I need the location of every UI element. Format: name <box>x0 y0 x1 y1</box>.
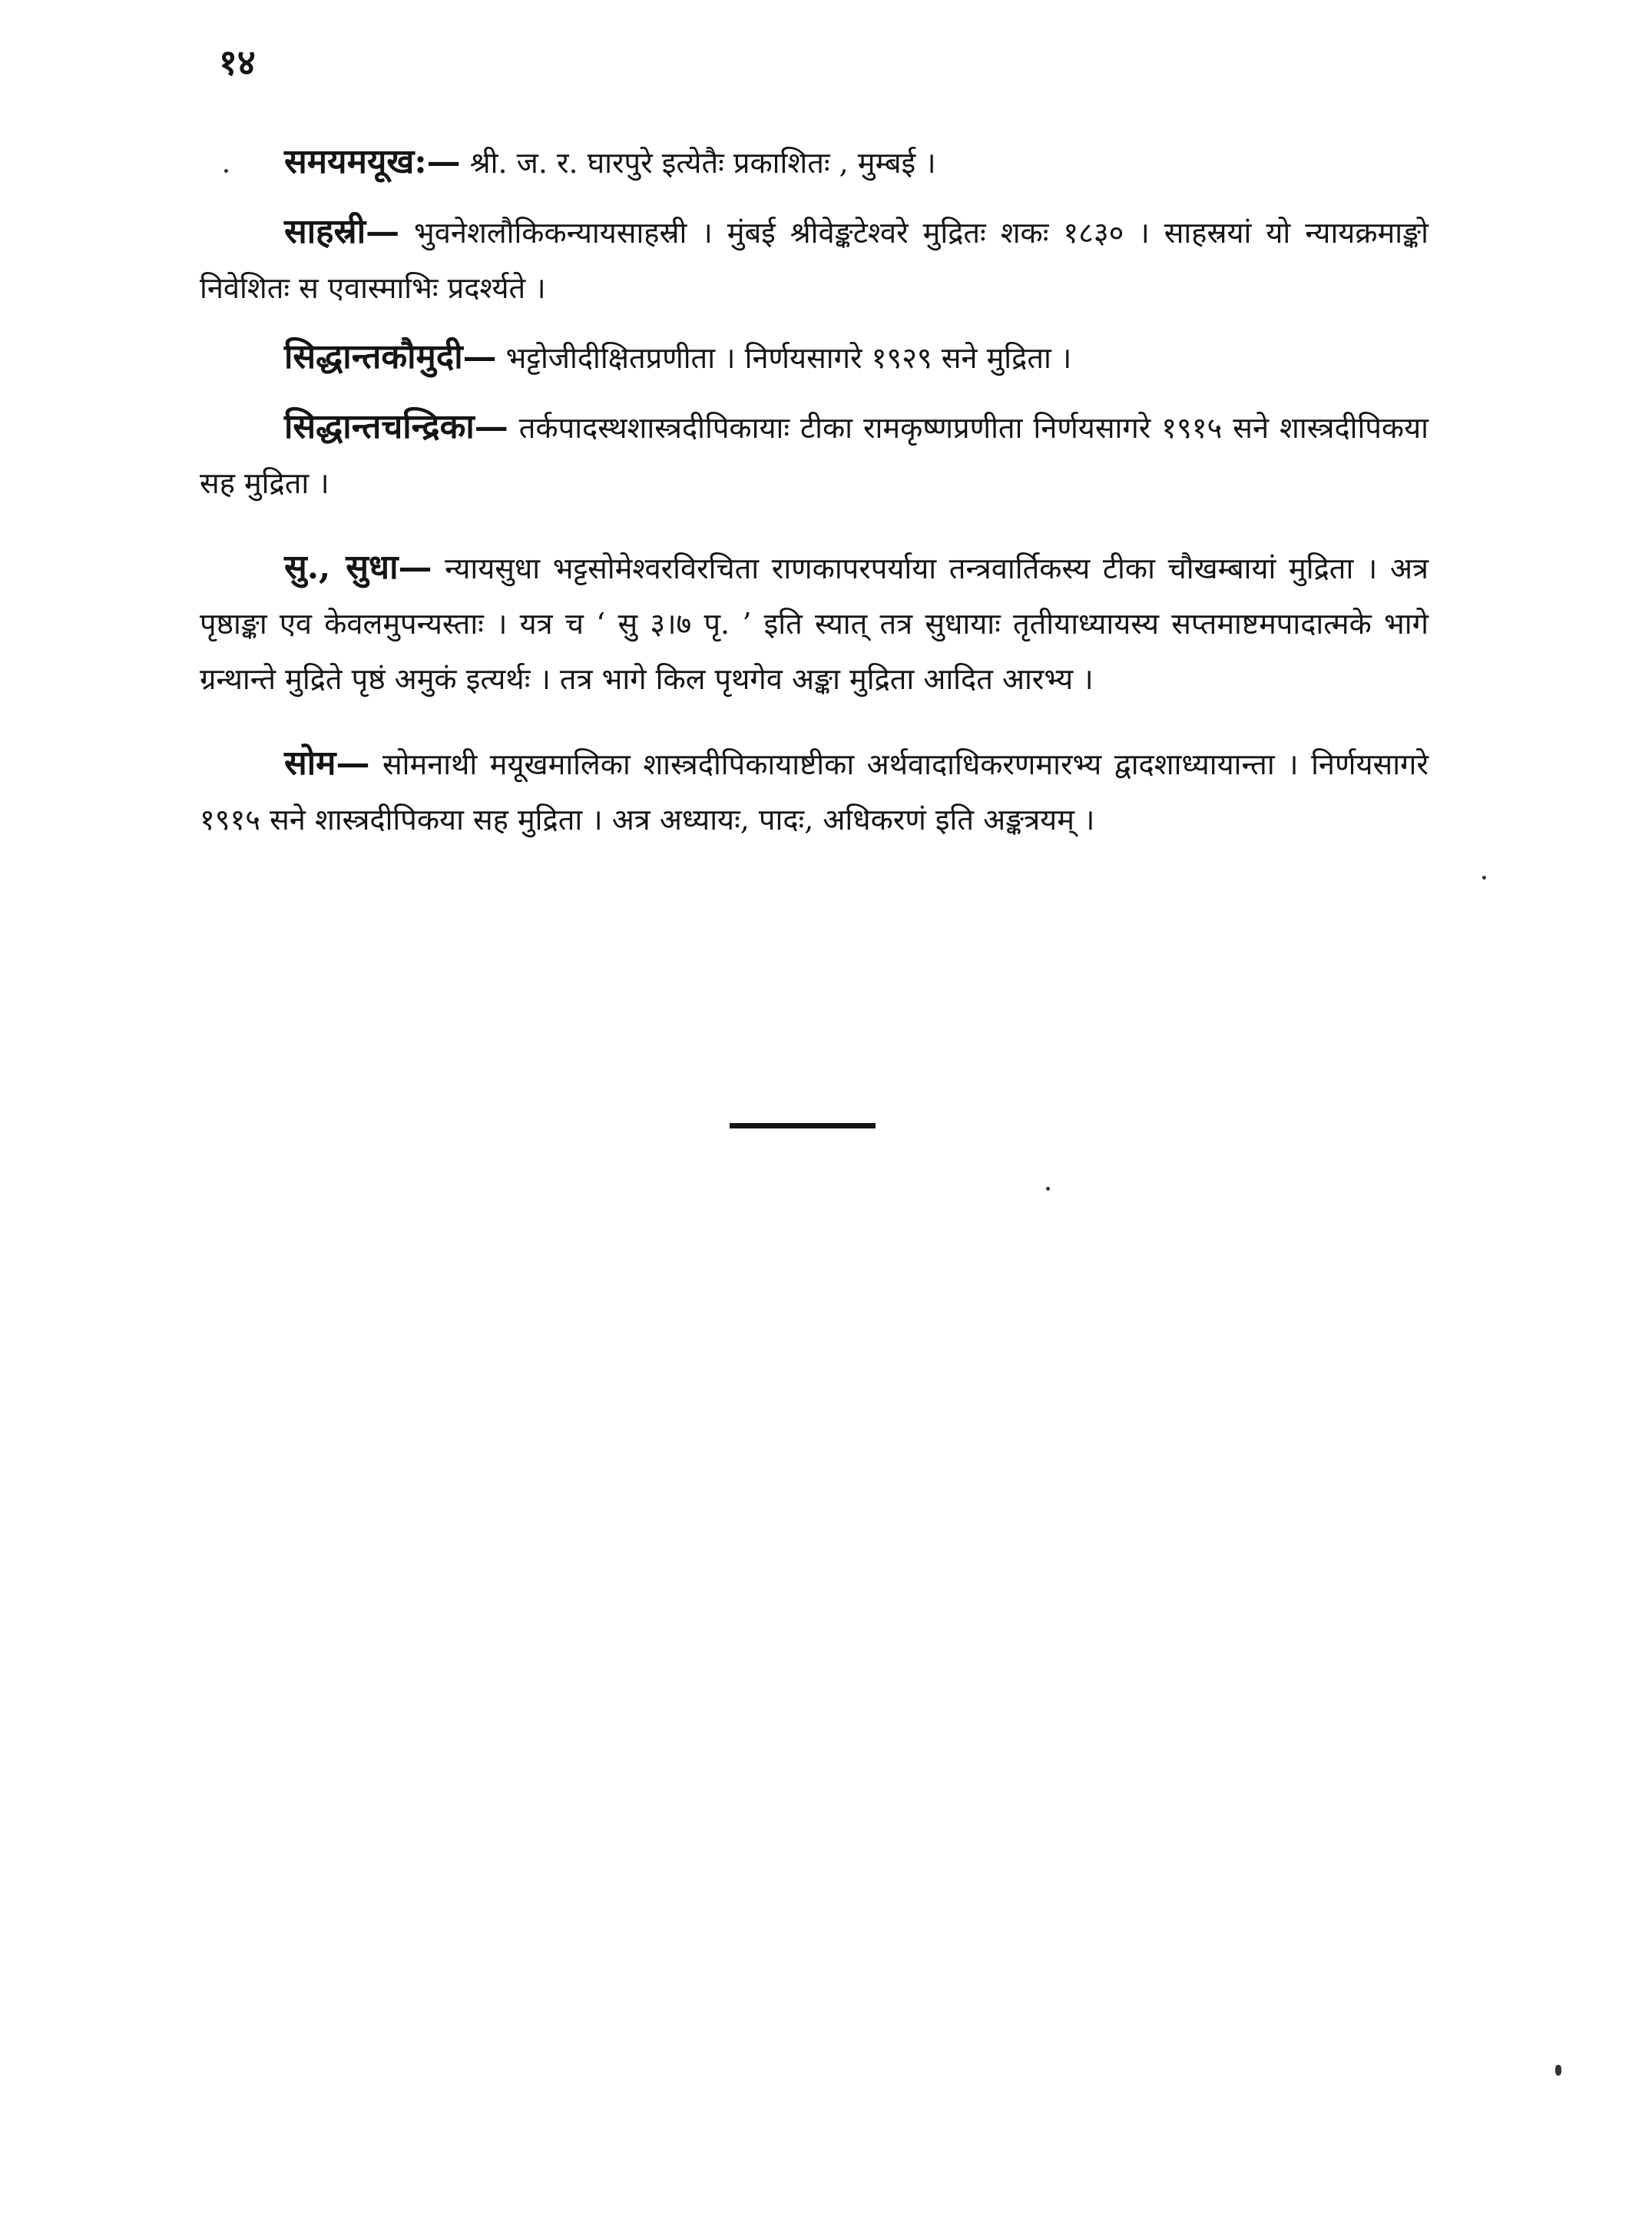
section-end-rule <box>730 1123 876 1128</box>
entry-text: तर्कपादस्थशास्त्रदीपिकायाः टीका रामकृष्णप्रणीता निर्णयसागरे १९१५ सने शास्त्रदीपिकया सह मुद्रिता । <box>200 411 1429 500</box>
entry-term: सिद्धान्तचन्द्रिका— <box>284 407 508 446</box>
entry-term: सु., सुधा— <box>284 548 432 587</box>
entry-siddhantakaumudi <box>200 330 1429 386</box>
entry-text: श्री. ज. र. घारपुरे इत्येतैः प्रकाशितः , मुम्बई । <box>460 146 936 180</box>
entry-term: सिद्धान्तकौमुदी— <box>284 337 497 376</box>
scan-speck <box>1046 1187 1050 1191</box>
entry-samayamayukha <box>200 134 1429 191</box>
entry-text: न्यायसुधा भट्टसोमेश्वरविरचिता राणकापरपर्याया तन्त्रवार्तिकस्य टीका चौखम्बायां मुद्रिता । अत्र पृष्ठाङ्का एव केवलमुपन्यस्ताः । यत्र च ‘ सु ३।७ पृ. ’ इति स्यात् तत्र सुधायाः तृतीयाध्यायस्य सप्तमाष्टमपादात्मके भागे ग्रन्थान्ते मुद्रिते पृष्ठं अमुकं इत्यर्थः । तत्र भागे किल पृथगेव अङ्का मुद्रिता आदित आरभ्य । <box>200 552 1429 696</box>
entry-sahasri <box>200 204 1429 316</box>
abbreviation-list <box>200 134 1429 847</box>
entry-text: सोमनाथी मयूखमालिका शास्त्रदीपिकायाष्टीका अर्थवादाधिकरणमारभ्य द्वादशाध्यायान्ता । निर्णयसागरे १९१५ सने शास्त्रदीपिकया सह मुद्रिता । अत्र अध्यायः, पादः, अधिकरणं इति अङ्कत्रयम् । <box>200 747 1429 837</box>
page-number: १४ <box>219 41 256 83</box>
entry-soma <box>200 736 1429 847</box>
scan-speck <box>224 169 228 173</box>
entry-term: सोम— <box>284 744 370 783</box>
entry-siddhantachandrika <box>200 399 1429 511</box>
entry-sudha <box>200 540 1429 707</box>
entry-term: साहस्री— <box>284 212 400 251</box>
entry-text: भुवनेशलौकिकन्यायसाहस्री । मुंबई श्रीवेङ्कटेश्वरे मुद्रितः शकः १८३० । साहस्रयां यो न्यायक्रमाङ्को निवेशितः स एवास्माभिः प्रदर्श्यते । <box>200 216 1429 305</box>
entry-text: भट्टोजीदीक्षितप्रणीता । निर्णयसागरे १९२९ सने मुद्रिता । <box>496 341 1072 375</box>
scan-speck <box>1482 876 1486 880</box>
scan-speck <box>1555 2065 1561 2076</box>
entry-term: समयमयूख:— <box>284 142 461 181</box>
